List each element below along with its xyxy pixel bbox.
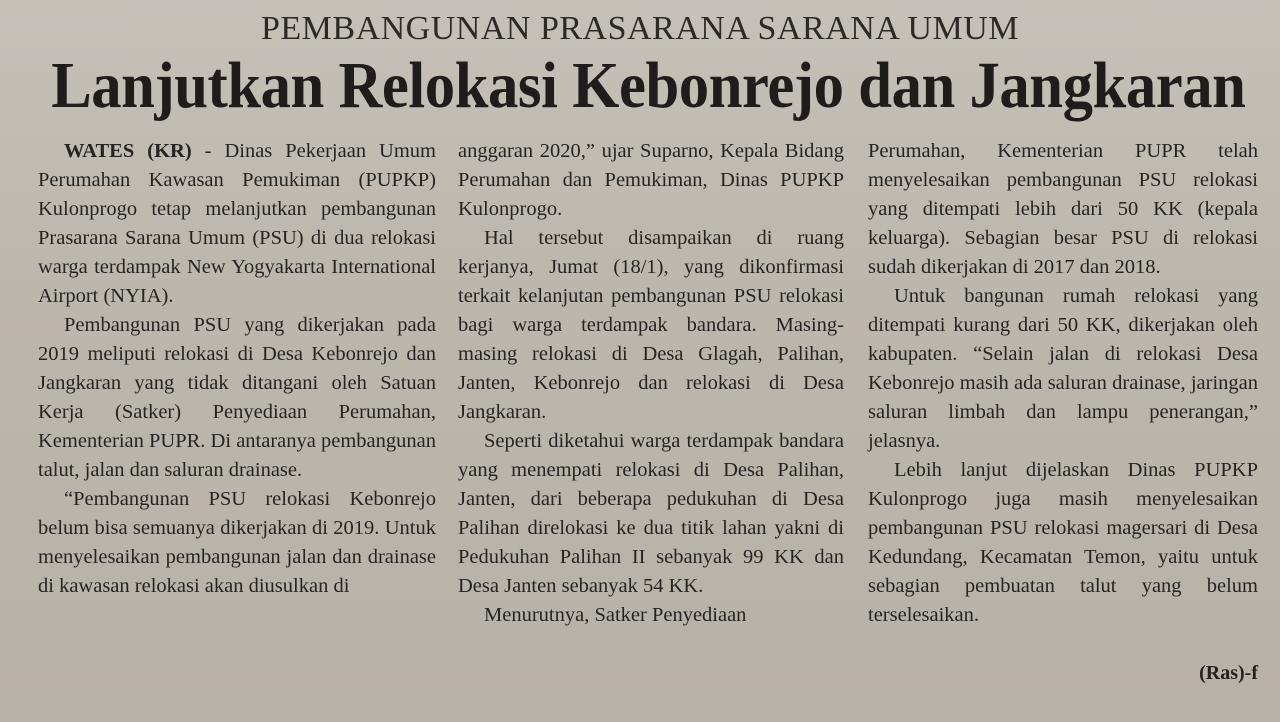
article-headline: Lanjutkan Relokasi Kebonrejo dan Jangkaran <box>51 49 1246 122</box>
dateline: WATES (KR) <box>64 140 192 162</box>
author-credit: (Ras)-f <box>1199 662 1258 684</box>
body-paragraph: Pembangunan PSU yang dikerjakan pada 2019 meliputi relokasi di Desa Kebonrejo dan Jangkaran yang tidak ditangani oleh Satuan Kerja (Satker) Penyediaan Perumahan, Kementerian PUPR. Di antaranya pembangunan talut, jalan dan saluran drainase. <box>38 314 436 481</box>
body-paragraph: Seperti diketahui warga terdampak bandara yang menempati relokasi di Desa Palihan, Janten, dari beberapa pedukuhan di Desa Palihan direlokasi ke dua titik lahan yakni di Pedukuhan Palihan II sebanyak 99 KK dan Desa Janten sebanyak 54 KK. <box>458 430 844 597</box>
body-paragraph: “Pembangunan PSU relokasi Kebonrejo belum bisa semuanya dikerjakan di 2019. Untuk menyelesaikan pembangunan jalan dan drainase di kawasan relokasi akan diusulkan di <box>38 488 436 597</box>
lead-text: - Dinas Pekerjaan Umum Perumahan Kawasan Pemukiman (PUPKP) Kulonprogo tetap melanjutkan pembangunan Prasarana Sarana Umum (PSU) di dua relokasi warga terdampak New Yogyakarta International Airport (NYIA). <box>38 140 436 307</box>
article-column-1 <box>38 137 436 601</box>
lead-paragraph <box>38 137 436 311</box>
article-kicker: PEMBANGUNAN PRASARANA SARANA UMUM <box>260 10 1020 47</box>
body-paragraph: Menurutnya, Satker Penyediaan <box>484 604 747 626</box>
body-paragraph: Perumahan, Kementerian PUPR telah menyelesaikan pembangunan PSU relokasi yang ditempati lebih dari 50 KK (kepala keluarga). Sebagian besar PSU di relokasi sudah dikerjakan di 2017 dan 2018. <box>868 140 1258 278</box>
article-column-2 <box>458 137 844 630</box>
body-paragraph: anggaran 2020,” ujar Suparno, Kepala Bidang Perumahan dan Pemukiman, Dinas PUPKP Kulonprogo. <box>458 140 844 220</box>
article-column-3 <box>868 137 1258 630</box>
body-paragraph: Lebih lanjut dijelaskan Dinas PUPKP Kulonprogo juga masih menyelesaikan pembangunan PSU relokasi magersari di Desa Kedundang, Kecamatan Temon, yaitu untuk sebagian pembuatan talut yang belum terselesaikan. <box>868 459 1258 626</box>
body-paragraph: Hal tersebut disampaikan di ruang kerjanya, Jumat (18/1), yang dikonfirmasi terkait kelanjutan pembangunan PSU relokasi bagi warga terdampak bandara. Masing-masing relokasi di Desa Glagah, Palihan, Janten, Kebonrejo dan relokasi di Desa Jangkaran. <box>458 227 844 423</box>
body-paragraph: Untuk bangunan rumah relokasi yang ditempati kurang dari 50 KK, dikerjakan oleh kabupaten. “Selain jalan di relokasi Desa Kebonrejo masih ada saluran drainase, jaringan saluran limbah dan lampu penerangan,” jelasnya. <box>868 285 1258 452</box>
